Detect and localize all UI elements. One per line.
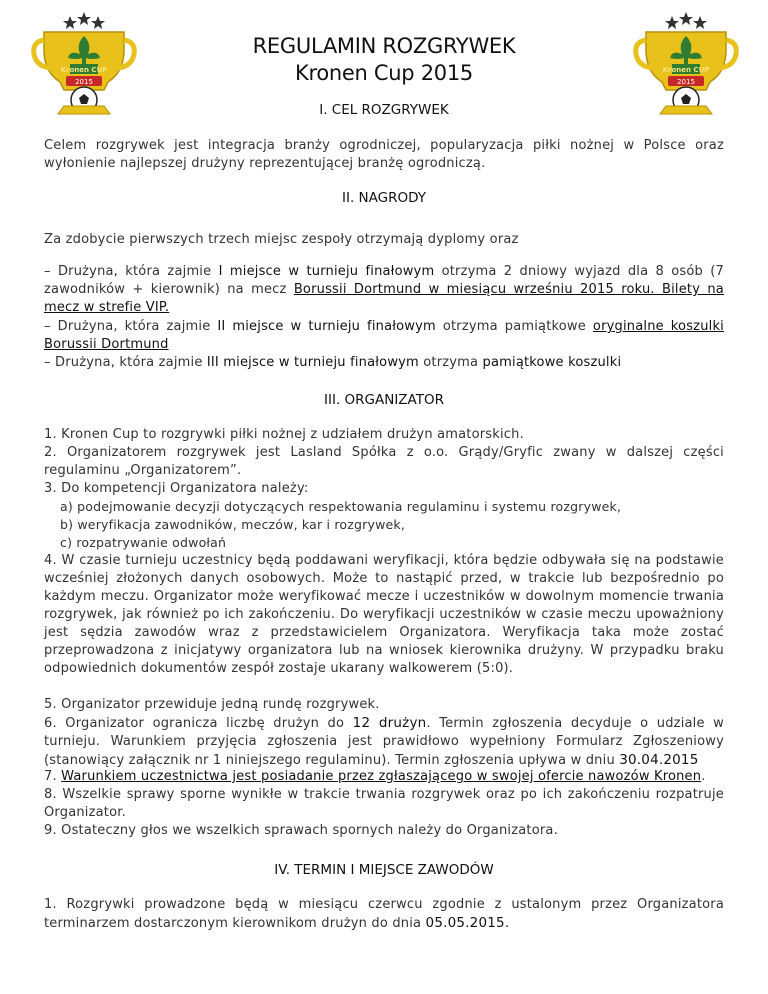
organizer-item-9: 9. Ostateczny głos we wszelkich sprawach spornych należy do Organizatora. — [44, 823, 558, 838]
schedule-item-1 — [44, 896, 724, 933]
organizer-item-4: 4. W czasie turnieju uczestnicy będą poddawani weryfikacji, która będzie odbywała się na podstawie wcześniej złożonych danych osobowych. Może to nastąpić przed, w trakcie lub bezpośrednio po każdym meczu. Organizator może weryfikować mecze i uczestników w dowolnym momencie trwania rozgrywek, jak również po ich zakończeniu. Do weryfikacji uczestników w czasie meczu upoważniony jest sędzia zawodów wraz z przedstawicielem Organizatora. Weryfikacja taka może zostać przeprowadzona z inicjatywy organizatora lub na wniosek kierownika drużyny. W przypadku braku odpowiednich dokumentów zespół zostaje ukarany walkowerem (5:0). — [44, 553, 724, 676]
organizer-item-8: 8. Wszelkie sprawy sporne wynikłe w trakcie trwania rozgrywek oraz po ich zakończeniu rozpatruje Organizator. — [44, 787, 724, 820]
organizer-item-7-condition: Warunkiem uczestnictwa jest posiadanie przez zgłaszającego w swojej ofercie nawozów Kronen — [61, 769, 702, 784]
prize-1-place: I miejsce w turnieju finałowym — [218, 264, 435, 279]
organizer-item-5: 5. Organizator przewiduje jedną rundę rozgrywek. — [44, 697, 380, 712]
prize-2-reward: oryginalne koszulki Borussii Dortmund — [44, 319, 724, 352]
prize-3-prefix: – Drużyna, która zajmie — [44, 355, 207, 370]
prize-3-reward: pamiątkowe koszulki — [482, 355, 622, 370]
prize-1-desc: otrzyma 2 dniowy wyjazd dla 8 osób (7 zawodników + kierownik) na mecz — [44, 264, 724, 297]
team-limit: 12 drużyn — [352, 715, 427, 731]
document-subtitle: Kronen Cup 2015 — [295, 61, 473, 85]
organizer-item-3b: b) weryfikacja zawodników, meczów, kar i rozgrywek, — [60, 517, 406, 532]
prize-item-3 — [44, 354, 724, 372]
prize-1-reward: Borussii Dortmund w miesiącu wrześniu 2015 roku. Bilety na mecz w strefie VIP. — [44, 282, 724, 315]
prize-3-desc: otrzyma — [418, 355, 483, 370]
section-heading-1: I. CEL ROZGRYWEK — [319, 102, 449, 118]
section-heading-3: III. ORGANIZATOR — [324, 392, 444, 408]
prize-item-1 — [44, 263, 724, 317]
prize-2-place: II miejsce w turnieju finałowym — [217, 319, 436, 334]
organizer-item-7-end: . — [701, 769, 706, 784]
organizer-item-6-c: . Termin zgłoszenia decyduje o udziale w turnieju. Warunkiem przyjęcia zgłoszenia jest prawidłowo wypełniony Formularz Zgłoszeniowy (stanowiący załącznik nr 1 niniejszego regulaminu). Termin zgłoszenia upływa w dniu — [44, 716, 724, 768]
organizer-item-1: 1. Kronen Cup to rozgrywki piłki nożnej z udziałem drużyn amatorskich. — [44, 427, 524, 442]
logo-year: 2015 — [75, 78, 93, 86]
organizer-item-3c: c) rozpatrywanie odwołań — [60, 535, 227, 550]
section-1-text: Celem rozgrywek jest integracja branży ogrodniczej, popularyzacja piłki nożnej w Polsce oraz wyłonienie najlepszej drużyny reprezentującej branżę ogrodniczą. — [44, 138, 724, 171]
organizer-item-2: 2. Organizatorem rozgrywek jest Lasland Spółka z o.o. Grądy/Gryfic zwany w dalszej części regulaminu „Organizatorem”. — [44, 445, 724, 478]
prize-2-desc: otrzyma pamiątkowe — [435, 319, 593, 334]
prize-3-place: III miejsce w turnieju finałowym — [206, 355, 419, 370]
section-heading-4: IV. TERMIN I MIEJSCE ZAWODÓW — [274, 862, 494, 878]
registration-deadline: 30.04.2015 — [619, 752, 699, 768]
prize-item-2 — [44, 318, 724, 354]
logo-text: Kronen CUP — [60, 66, 108, 74]
document-title: REGULAMIN ROZGRYWEK — [252, 34, 516, 58]
organizer-item-3a: a) podejmowanie decyzji dotyczących respektowania regulaminu i systemu rozgrywek, — [60, 499, 622, 514]
organizer-item-6-a: 6. Organizator ogranicza liczbę drużyn do — [44, 716, 353, 731]
logo-year: 2015 — [677, 78, 695, 86]
section-heading-2: II. NAGRODY — [341, 190, 426, 206]
prize-2-prefix: – Drużyna, która zajmie — [44, 319, 218, 334]
organizer-item-6 — [44, 714, 724, 770]
organizer-item-3: 3. Do kompetencji Organizatora należy: — [44, 481, 309, 496]
logo-text: Kronen CUP — [662, 66, 710, 74]
organizer-item-7-num: 7. — [44, 769, 62, 784]
organizer-item-7 — [44, 768, 724, 786]
schedule-item-1-text: 1. Rozgrywki prowadzone będą w miesiącu czerwcu zgodnie z ustalonym przez Organizatora terminarzem dostarczonym kierownikom drużyn do dnia — [44, 897, 724, 931]
prize-1-prefix: – Drużyna, która zajmie — [44, 264, 219, 279]
schedule-deadline: 05.05.2015. — [425, 915, 510, 931]
prizes-intro: Za zdobycie pierwszych trzech miejsc zespoły otrzymają dyplomy oraz — [44, 232, 519, 247]
